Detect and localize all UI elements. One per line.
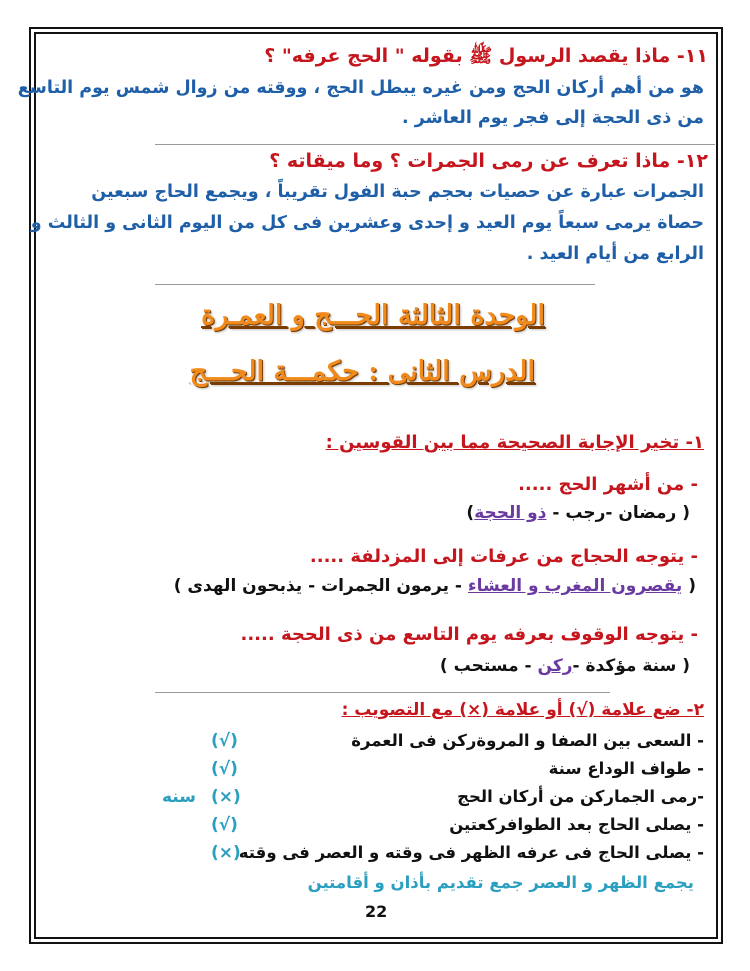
option-text: - يرمون الجمرات - يذبحون الهدى — [181, 576, 468, 596]
question-12: ١٢- ماذا تعرف عن رمى الجمرات ؟ وما ميقاته ؟ — [269, 150, 708, 172]
paren-close: ) — [466, 503, 475, 523]
tf-mark-3: (×) — [211, 787, 241, 807]
correct-option: ركن — [537, 656, 573, 676]
section-1-item-1-prompt: - من أشهر الحج ..... — [518, 474, 698, 495]
tf-final-correction: يجمع الظهر و العصر جمع تقديم بأذان و أقامتين — [307, 873, 694, 892]
section-1-item-1-options — [466, 503, 690, 523]
answer-12-line-1: الجمرات عبارة عن حصيات بحجم حبة الفول تقريباً ، ويجمع الحاج سبعين — [91, 182, 704, 202]
tf-correction-3: سنه — [162, 787, 196, 807]
correct-option: يقصرون المغرب و العشاء — [467, 576, 683, 596]
paren-open: ( — [676, 503, 690, 523]
tf-item-5: - يصلى الحاج فى عرفه الظهر فى وقته و العصر فى وقته — [238, 843, 704, 862]
divider — [155, 144, 715, 145]
divider — [155, 284, 595, 285]
unit-title: الوحدة الثالثة الحـــج و العمـرة — [201, 300, 545, 331]
paren-close: ) — [173, 576, 182, 596]
paren-close: ) — [439, 656, 448, 676]
section-1-heading: ١- تخير الإجابة الصحيحة مما بين القوسين : — [325, 432, 704, 453]
option-text: رمضان -رجب - — [546, 503, 677, 523]
tf-item-2: - طواف الوداع سنة — [548, 759, 704, 778]
section-2-heading: ٢- ضع علامة (√) أو علامة (×) مع التصويب : — [341, 700, 704, 720]
section-1-item-2-options — [174, 576, 696, 596]
tf-item-3: -رمى الجماركن من أركان الحج — [457, 787, 704, 806]
page-number: 22 — [365, 902, 388, 921]
tf-mark-1: (√) — [211, 731, 238, 751]
section-1-item-3-options — [440, 656, 690, 676]
correct-option: ذو الحجة — [474, 503, 547, 523]
answer-12-line-2: حصاة يرمى سبعاً يوم العيد و إحدى وعشرين فى كل من اليوم الثانى و الثالث و — [30, 213, 704, 233]
tf-item-1: - السعى بين الصفا و المروةركن فى العمرة — [351, 731, 704, 750]
paren-open: ( — [676, 656, 690, 676]
option-text: - مستحب — [447, 656, 538, 676]
question-11: ١١- ماذا يقصد الرسول ﷺ بقوله " الحج عرفه" ؟ — [264, 45, 708, 67]
answer-11-line-1: هو من أهم أركان الحج ومن غيره يبطل الحج ، ووقته من زوال شمس يوم التاسع — [17, 78, 704, 98]
tf-item-4: - يصلى الحاج بعد الطوافركعتين — [449, 815, 704, 834]
section-1-item-2-prompt: - يتوجه الحجاج من عرفات إلى المزدلفة ..... — [309, 546, 698, 567]
tf-mark-2: (√) — [211, 759, 238, 779]
answer-11-line-2: من ذى الحجة إلى فجر يوم العاشر . — [401, 108, 704, 128]
paren-open: ( — [682, 576, 696, 596]
option-text: سنة مؤكدة - — [572, 656, 677, 676]
divider — [155, 692, 610, 693]
answer-12-line-3: الرابع من أيام العيد . — [526, 244, 704, 264]
tf-mark-4: (√) — [211, 815, 238, 835]
lesson-title: الدرس الثانى : حكمـــة الحـــج — [189, 356, 535, 387]
tf-mark-5: (×) — [211, 843, 241, 863]
section-1-item-3-prompt: - يتوجه الوقوف بعرفه يوم التاسع من ذى الحجة ..... — [240, 624, 698, 645]
